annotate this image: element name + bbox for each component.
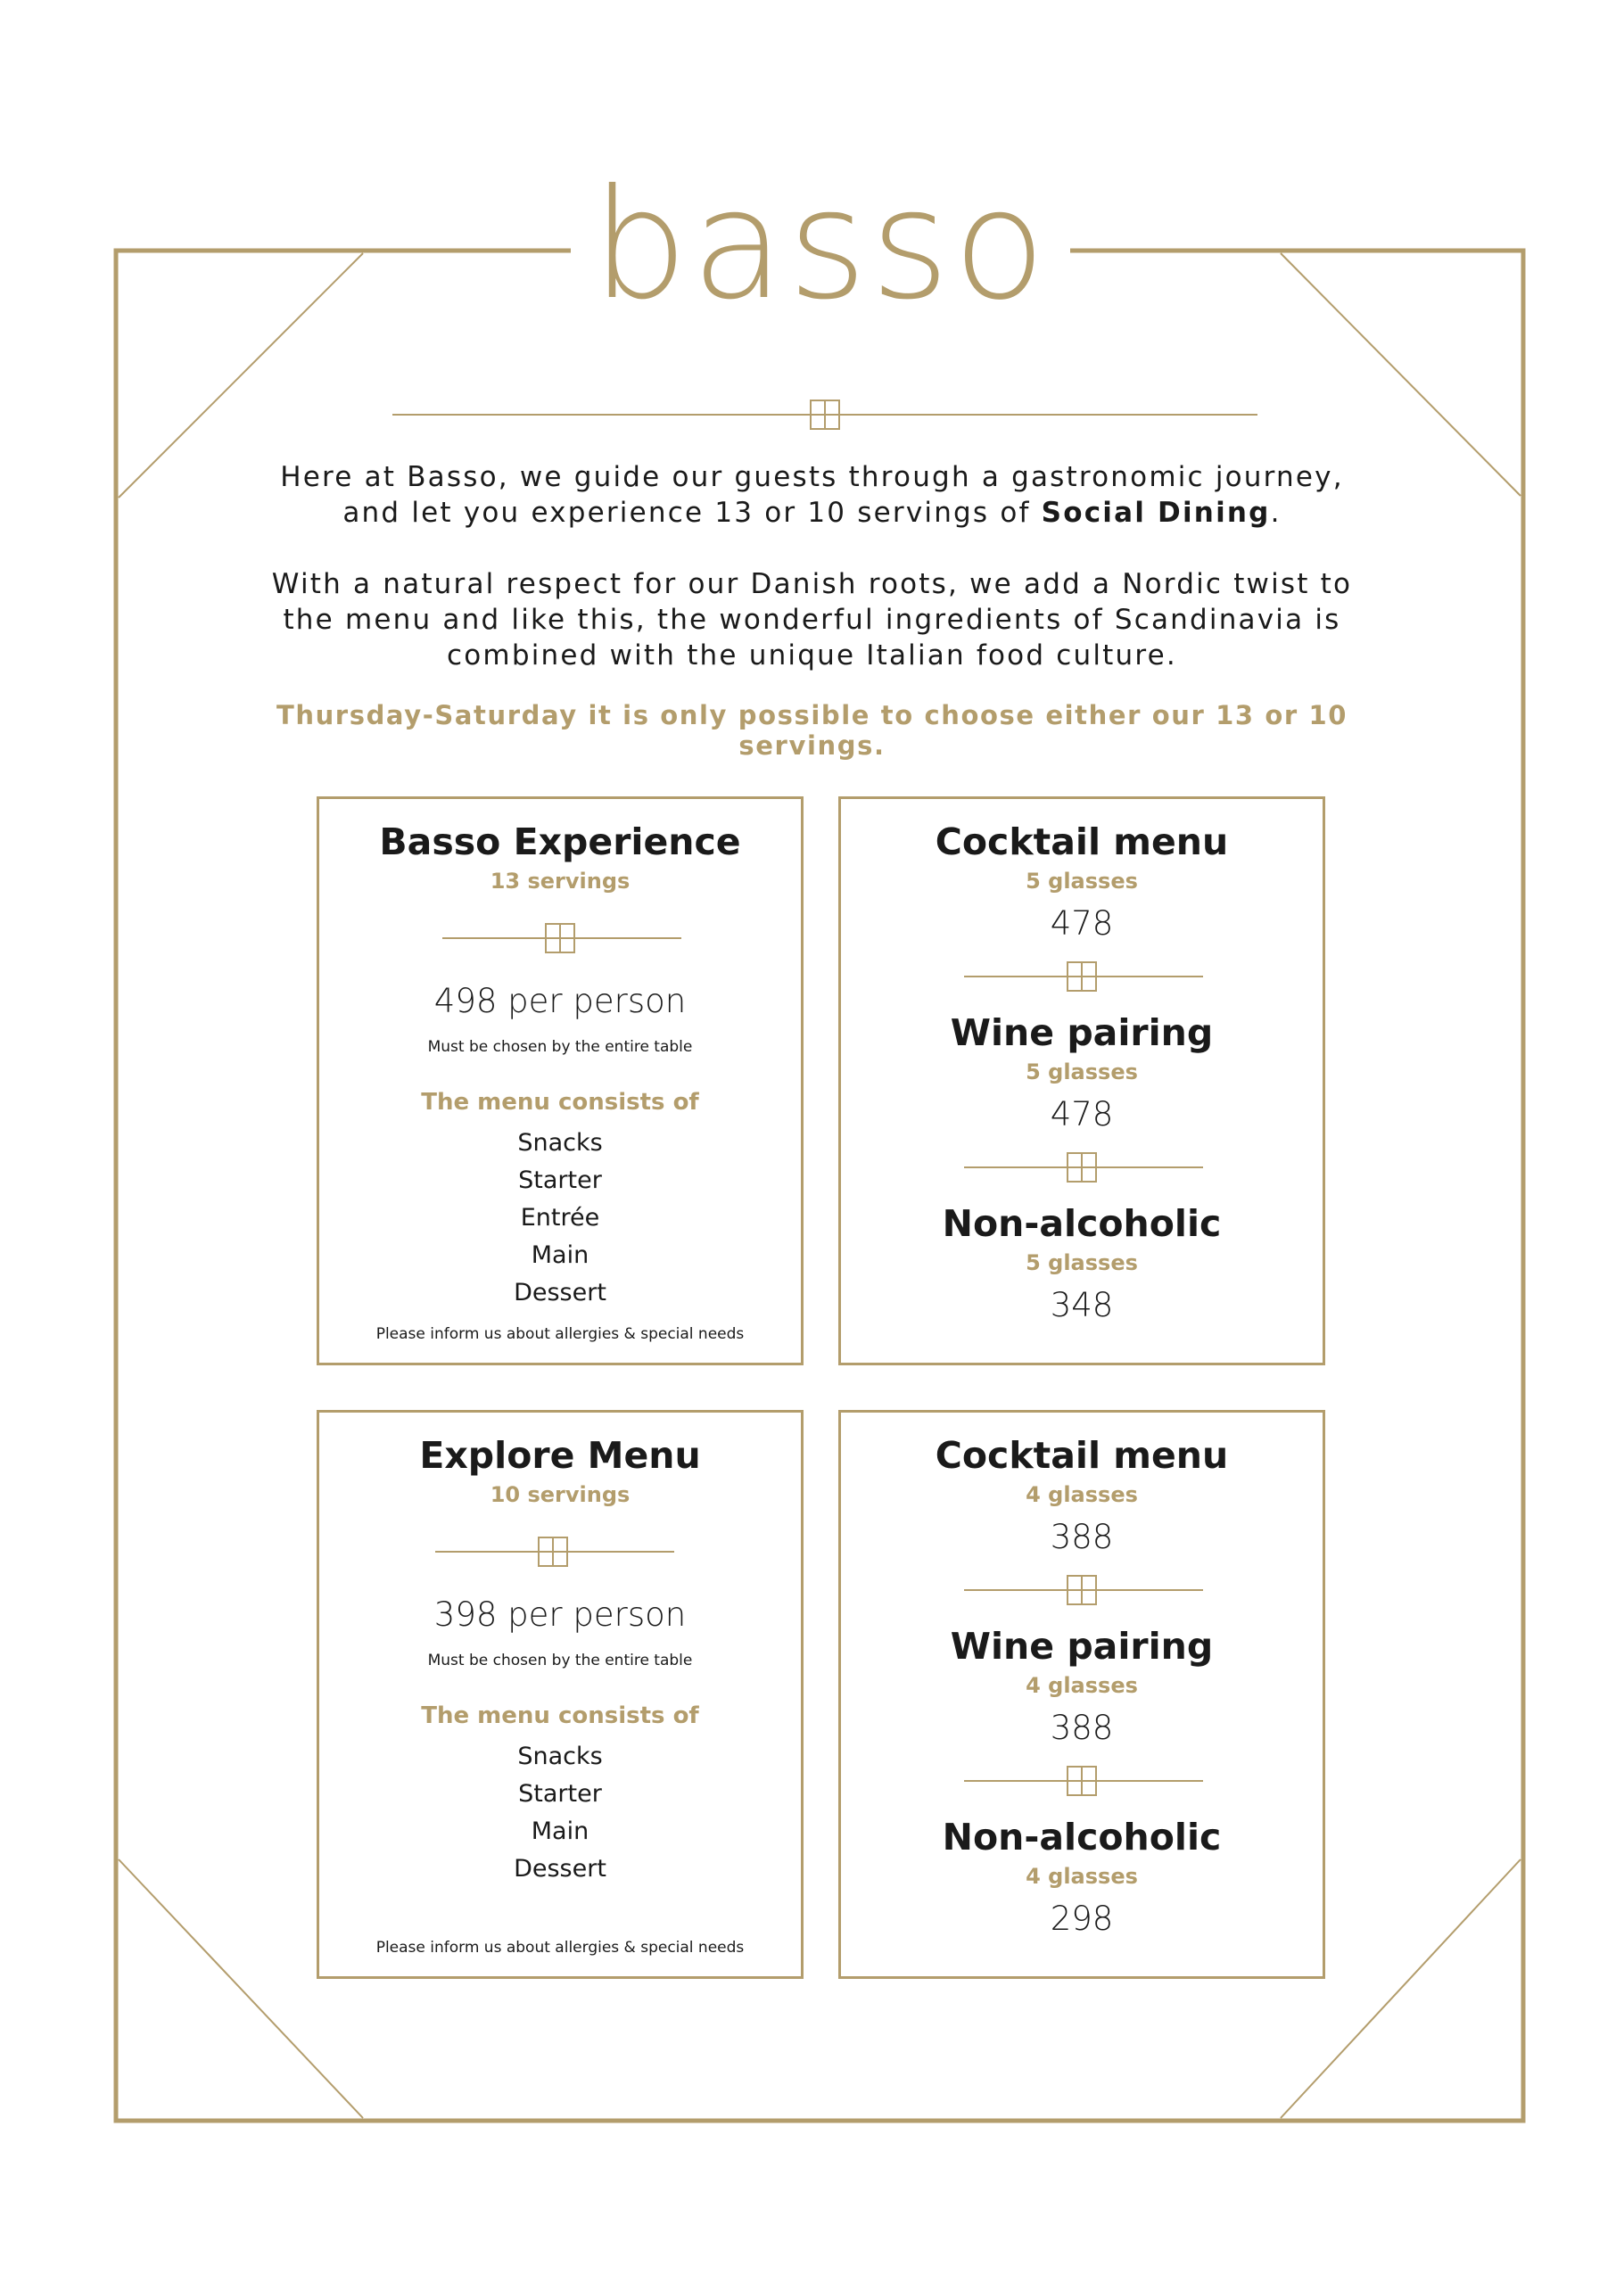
menu-price: 498 per person [433, 982, 687, 1020]
pairing-glasses: 4 glasses [1026, 1673, 1138, 1698]
pairing-price: 298 [1050, 1900, 1114, 1938]
pairing-card-13 [838, 796, 1325, 1365]
pairing-glasses: 4 glasses [1026, 1482, 1138, 1507]
social-dining-label: Social Dining [1041, 497, 1271, 529]
intro-text: Here at Basso, we guide our guests through a gastronomic journey, and let you experience 13 or 10 servings of [280, 461, 1344, 529]
pairing-glasses: 4 glasses [1026, 1864, 1138, 1889]
menu-title: Explore Menu [419, 1434, 701, 1477]
menu-card-explore-menu [317, 1410, 804, 1979]
pairing-glasses: 5 glasses [1026, 869, 1138, 894]
allergy-note: Please inform us about allergies & special needs [375, 1939, 745, 1957]
intro-paragraph-2: With a natural respect for our Danish roots, we add a Nordic twist to the menu and like this, the wonderful ingredients of Scandinavia is combined with the unique Italian food culture. [271, 568, 1353, 672]
pairing-price: 478 [1050, 1095, 1114, 1133]
pairing-glasses: 5 glasses [1026, 1250, 1138, 1275]
course-item: Starter [518, 1780, 602, 1808]
pairing-title-non-alcoholic: Non-alcoholic [942, 1816, 1222, 1859]
menu-price: 398 per person [433, 1595, 687, 1634]
menu-table-note: Must be chosen by the entire table [427, 1652, 693, 1669]
pairing-price: 348 [1050, 1286, 1114, 1324]
menu-servings: 13 servings [490, 869, 631, 894]
basso-logo: basso [591, 157, 1050, 334]
pairing-title-cocktail: Cocktail menu [935, 820, 1229, 863]
course-item: Snacks [517, 1743, 603, 1770]
course-item: Main [531, 1241, 589, 1269]
pairing-card-10 [838, 1410, 1325, 1979]
pairing-glasses: 5 glasses [1026, 1059, 1138, 1084]
pairing-price: 478 [1050, 904, 1114, 943]
pairing-title-wine: Wine pairing [950, 1625, 1214, 1668]
course-item: Main [531, 1817, 589, 1845]
pairing-price: 388 [1050, 1518, 1114, 1556]
pairing-title-wine: Wine pairing [950, 1011, 1214, 1054]
course-item: Snacks [517, 1129, 603, 1157]
intro-paragraph-1 [268, 459, 1356, 531]
pairing-title-non-alcoholic: Non-alcoholic [942, 1202, 1222, 1245]
divider-ornament-icon [964, 1152, 1203, 1184]
course-item: Dessert [514, 1855, 606, 1883]
course-item: Starter [518, 1166, 602, 1194]
menu-consists-label: The menu consists of [421, 1702, 699, 1729]
course-item: Dessert [514, 1279, 606, 1306]
menu-title: Basso Experience [379, 820, 741, 863]
divider-ornament-icon [964, 1575, 1203, 1607]
intro-end: . [1270, 497, 1282, 529]
allergy-note: Please inform us about allergies & special needs [375, 1325, 745, 1343]
menu-consists-label: The menu consists of [421, 1089, 699, 1116]
pairing-price: 388 [1050, 1709, 1114, 1747]
menu-servings: 10 servings [490, 1482, 631, 1507]
course-item: Entrée [520, 1204, 600, 1232]
menu-card-basso-experience [317, 796, 804, 1365]
divider-ornament-icon [964, 1766, 1203, 1798]
divider-ornament-icon [435, 1537, 674, 1569]
pairing-title-cocktail: Cocktail menu [935, 1434, 1229, 1477]
divider-ornament-icon [964, 961, 1203, 993]
servings-notice: Thursday-Saturday it is only possible to choose either our 13 or 10 servings. [276, 700, 1348, 761]
divider-ornament-icon [442, 923, 681, 955]
menu-table-note: Must be chosen by the entire table [427, 1038, 693, 1056]
